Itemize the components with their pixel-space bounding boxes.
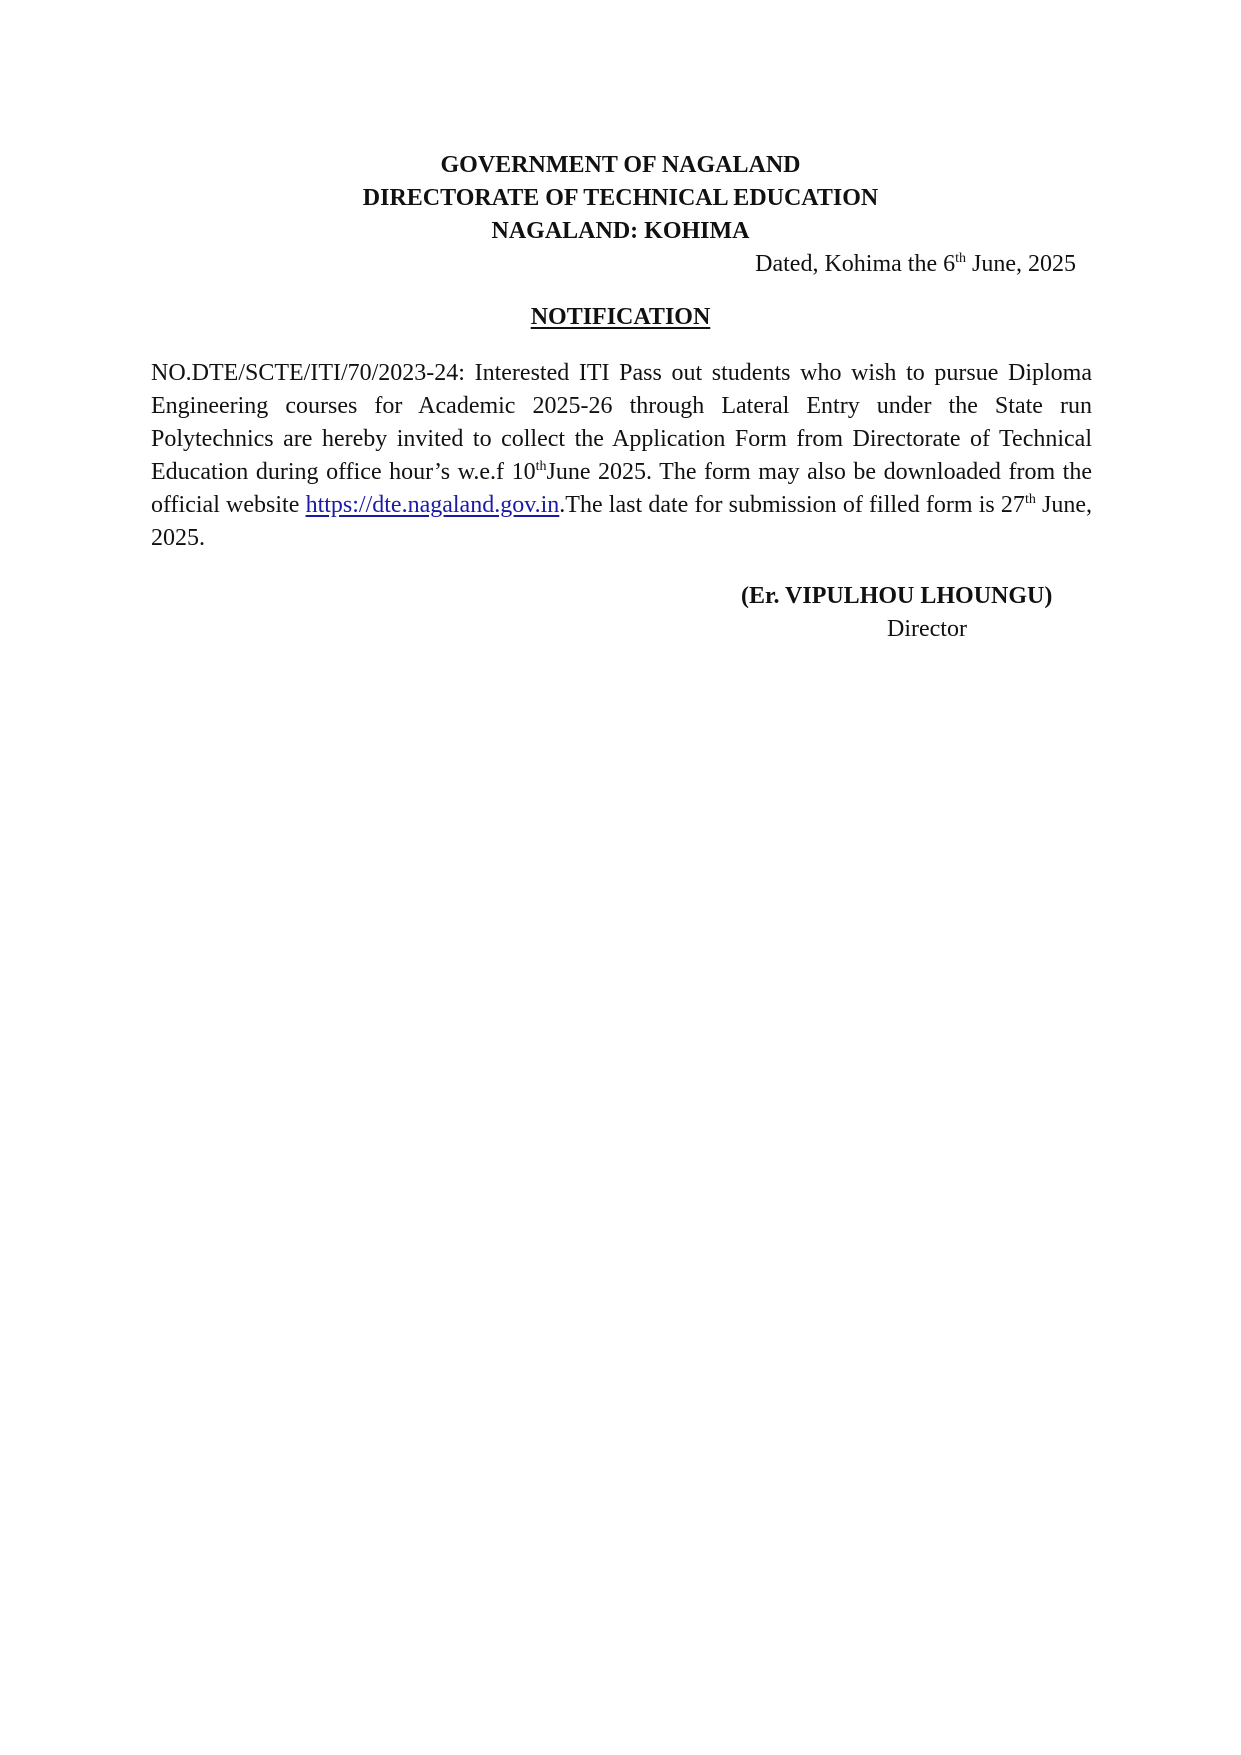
signatory-name: (Er. VIPULHOU LHOUNGU) [741,583,1053,609]
body-part-4: June, 2025. [151,492,1093,551]
body-ordinal-2: th [1024,492,1036,507]
body-part-3: .The last date for submission of filled form is 27 [559,492,1025,518]
notification-body [151,357,1092,555]
dated-line [755,249,1076,279]
letterhead-location: NAGALAND: KOHIMA [491,218,750,244]
letterhead-government: GOVERNMENT OF NAGALAND [440,152,801,178]
body-part-1: NO.DTE/SCTE/ITI/70/2023-24: Interested ITI Pass out students who wish to pursue Diploma Engineering courses for Academic 2025-26 through Lateral Entry under the State run Polytechnics are hereby invited to collect the Application Form from Directorate of Technical Education during office hour’s w.e.f 10 [151,360,1092,485]
website-link[interactable]: https://dte.nagaland.gov.in [305,492,560,518]
letterhead-directorate: DIRECTORATE OF TECHNICAL EDUCATION [362,185,879,211]
notification-title [0,302,1241,332]
letterhead [0,149,1241,248]
dated-prefix: Dated, Kohima the 6 [755,251,956,277]
signatory-block [741,580,1052,646]
dated-suffix: June, 2025 [966,251,1076,277]
signatory-designation: Director [887,616,967,642]
body-ordinal-1: th [535,459,547,474]
dated-ordinal-suffix: th [955,251,966,266]
notification-title-text: NOTIFICATION [530,304,711,330]
body-part-2: June 2025. The form may also be downloaded from the official website [151,459,1092,518]
